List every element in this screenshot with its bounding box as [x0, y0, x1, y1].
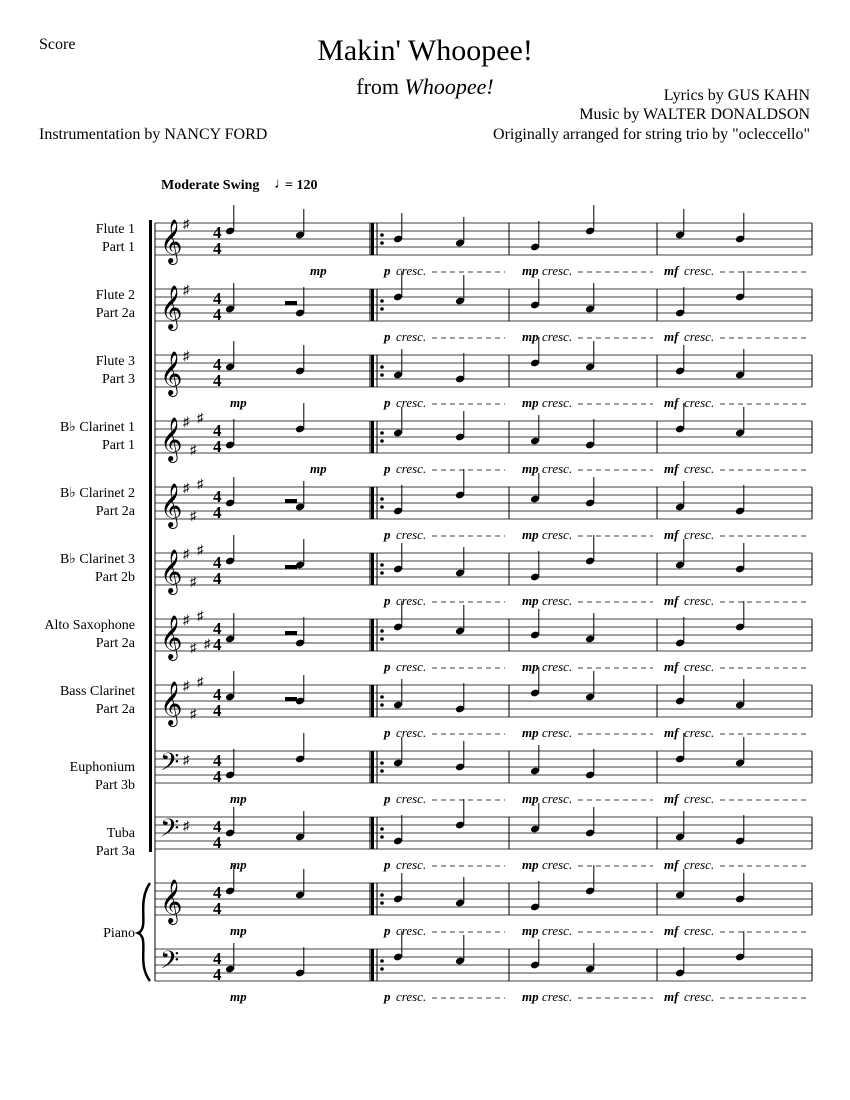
sharp-icon: ♯: [190, 706, 197, 721]
music-credit: Music by WALTER DONALDSON: [579, 106, 810, 123]
crescendo-text: cresc.: [542, 791, 573, 806]
dynamic-marking: mp: [522, 923, 539, 938]
sharp-icon: ♯: [197, 476, 204, 491]
dynamic-marking: p: [384, 395, 391, 410]
instrument-name-line1: Flute 2: [95, 288, 135, 303]
crescendo-text: cresc.: [396, 593, 427, 608]
time-signature-top: 4: [213, 883, 222, 902]
piano-brace: [138, 883, 150, 981]
sharp-icon: ♯: [183, 752, 190, 767]
sharp-icon: ♯: [183, 282, 190, 297]
subtitle-prefix: from: [356, 74, 405, 99]
treble-clef-icon: 𝄞: [160, 683, 183, 725]
sharp-icon: ♯: [197, 410, 204, 425]
time-signature-bottom: 4: [213, 239, 222, 258]
sharp-icon: ♯: [183, 678, 190, 693]
instrument-name-line2: Part 3a: [95, 844, 135, 859]
crescendo-text: cresc.: [396, 461, 427, 476]
dynamic-marking: mp: [522, 593, 539, 608]
crescendo-text: cresc.: [542, 527, 573, 542]
repeat-dot: [380, 307, 384, 311]
crescendo-text: cresc.: [542, 395, 573, 410]
dynamic-marking: mf: [664, 527, 679, 542]
repeat-dot: [380, 761, 384, 765]
dynamic-marking: mf: [664, 659, 679, 674]
crescendo-text: cresc.: [684, 263, 715, 278]
instrument-name-line2: Part 1: [101, 438, 135, 453]
dynamic-marking: p: [384, 593, 391, 608]
dynamic-marking: p: [384, 923, 391, 938]
crescendo-text: cresc.: [542, 461, 573, 476]
whole-rest: [285, 499, 297, 503]
dynamic-marking: mp: [230, 923, 247, 938]
repeat-dot: [380, 827, 384, 831]
repeat-thick-bar: [371, 619, 374, 651]
instrumentation-credit: Instrumentation by NANCY FORD: [39, 126, 268, 143]
repeat-dot: [380, 835, 384, 839]
repeat-dot: [380, 769, 384, 773]
repeat-thick-bar: [371, 289, 374, 321]
crescendo-text: cresc.: [684, 659, 715, 674]
repeat-thick-bar: [371, 685, 374, 717]
sharp-icon: ♯: [197, 608, 204, 623]
time-signature-bottom: 4: [213, 965, 222, 984]
dynamic-marking: mp: [522, 725, 539, 740]
arranger-credit: Originally arranged for string trio by "ocleccello": [493, 126, 810, 143]
dynamic-marking: mf: [664, 923, 679, 938]
repeat-dot: [380, 695, 384, 699]
repeat-thick-bar: [371, 553, 374, 585]
crescendo-text: cresc.: [684, 527, 715, 542]
treble-clef-icon: 𝄞: [160, 221, 183, 263]
crescendo-text: cresc.: [542, 923, 573, 938]
instrument-name-line2: Part 2a: [95, 306, 135, 321]
bass-clef-icon: 𝄢: [160, 749, 180, 782]
dynamic-marking: mf: [664, 395, 679, 410]
repeat-dot: [380, 703, 384, 707]
treble-clef-icon: 𝄞: [160, 353, 183, 395]
repeat-dot: [380, 893, 384, 897]
instrument-name-line1: B♭ Clarinet 1: [59, 420, 135, 435]
score-label: Score: [39, 36, 76, 53]
dynamic-marking: p: [384, 857, 391, 872]
dynamic-marking: p: [384, 725, 391, 740]
dynamic-marking: mf: [664, 725, 679, 740]
dynamic-marking: p: [384, 329, 391, 344]
dynamic-marking: mp: [522, 395, 539, 410]
crescendo-text: cresc.: [396, 857, 427, 872]
repeat-thick-bar: [371, 751, 374, 783]
time-signature-bottom: 4: [213, 503, 222, 522]
repeat-dot: [380, 373, 384, 377]
bass-clef-icon: 𝄢: [160, 947, 180, 980]
instrument-name-line1: Tuba: [106, 826, 135, 841]
time-signature-bottom: 4: [213, 569, 222, 588]
treble-clef-icon: 𝄞: [160, 551, 183, 593]
repeat-dot: [380, 629, 384, 633]
whole-rest: [285, 697, 297, 701]
repeat-thick-bar: [371, 487, 374, 519]
instrument-name-line2: Part 2a: [95, 636, 135, 651]
dynamic-marking: mp: [230, 989, 247, 1004]
instrument-name-line1: Flute 1: [95, 222, 135, 237]
dynamic-marking: mp: [522, 791, 539, 806]
treble-clef-icon: 𝄞: [160, 419, 183, 461]
repeat-dot: [380, 233, 384, 237]
dynamic-marking: mp: [230, 791, 247, 806]
instrument-name-line2: Part 2a: [95, 702, 135, 717]
dynamic-marking: p: [384, 791, 391, 806]
crescendo-text: cresc.: [684, 593, 715, 608]
sharp-icon: ♯: [183, 818, 190, 833]
time-signature-bottom: 4: [213, 767, 222, 786]
sharp-icon: ♯: [183, 414, 190, 429]
crescendo-text: cresc.: [684, 989, 715, 1004]
repeat-dot: [380, 497, 384, 501]
dynamic-marking: mf: [664, 461, 679, 476]
crescendo-text: cresc.: [542, 593, 573, 608]
treble-clef-icon: 𝄞: [160, 617, 183, 659]
crescendo-text: cresc.: [542, 857, 573, 872]
time-signature-top: 4: [213, 817, 222, 836]
instrument-name-line2: Part 2a: [95, 504, 135, 519]
time-signature-bottom: 4: [213, 635, 222, 654]
instrument-name-line1: Euphonium: [69, 760, 135, 775]
dynamic-marking: p: [384, 527, 391, 542]
dynamic-marking: mp: [522, 263, 539, 278]
crescendo-text: cresc.: [396, 923, 427, 938]
time-signature-top: 4: [213, 949, 222, 968]
time-signature-top: 4: [213, 223, 222, 242]
time-signature-top: 4: [213, 355, 222, 374]
time-signature-bottom: 4: [213, 833, 222, 852]
sharp-icon: ♯: [183, 612, 190, 627]
time-signature-bottom: 4: [213, 437, 222, 456]
sharp-icon: ♯: [183, 546, 190, 561]
time-signature-top: 4: [213, 421, 222, 440]
time-signature-bottom: 4: [213, 701, 222, 720]
system-bracket: [149, 220, 152, 852]
repeat-dot: [380, 431, 384, 435]
quarter-note-icon: ♩: [274, 176, 289, 192]
repeat-dot: [380, 505, 384, 509]
crescendo-text: cresc.: [396, 263, 427, 278]
dynamic-marking: mf: [664, 329, 679, 344]
crescendo-text: cresc.: [396, 395, 427, 410]
crescendo-text: cresc.: [396, 989, 427, 1004]
repeat-thick-bar: [371, 355, 374, 387]
dynamic-marking: mf: [664, 263, 679, 278]
dynamic-marking: mp: [310, 461, 327, 476]
crescendo-text: cresc.: [542, 989, 573, 1004]
sharp-icon: ♯: [190, 508, 197, 523]
instrument-name-line2: Part 1: [101, 240, 135, 255]
crescendo-text: cresc.: [542, 659, 573, 674]
dynamic-marking: mp: [522, 527, 539, 542]
repeat-dot: [380, 901, 384, 905]
dynamic-marking: mp: [230, 395, 247, 410]
repeat-thick-bar: [371, 421, 374, 453]
crescendo-text: cresc.: [684, 857, 715, 872]
instrument-name-line2: Part 2b: [94, 570, 135, 585]
time-signature-bottom: 4: [213, 305, 222, 324]
sharp-icon: ♯: [183, 348, 190, 363]
repeat-thick-bar: [371, 817, 374, 849]
instrument-name-line2: Part 3: [101, 372, 135, 387]
whole-rest: [285, 301, 297, 305]
sharp-icon: ♯: [204, 636, 211, 651]
dynamic-marking: mp: [522, 659, 539, 674]
crescendo-text: cresc.: [396, 527, 427, 542]
instrument-name-line1: Flute 3: [95, 354, 135, 369]
repeat-dot: [380, 241, 384, 245]
instrument-name-line1: Piano: [103, 926, 135, 941]
time-signature-top: 4: [213, 487, 222, 506]
treble-clef-icon: 𝄞: [160, 485, 183, 527]
dynamic-marking: mp: [230, 857, 247, 872]
dynamic-marking: mf: [664, 989, 679, 1004]
crescendo-text: cresc.: [542, 725, 573, 740]
crescendo-text: cresc.: [684, 461, 715, 476]
crescendo-text: cresc.: [684, 395, 715, 410]
time-signature-top: 4: [213, 619, 222, 638]
time-signature-top: 4: [213, 289, 222, 308]
instrument-name-line1: B♭ Clarinet 3: [59, 552, 135, 567]
crescendo-text: cresc.: [396, 791, 427, 806]
repeat-dot: [380, 571, 384, 575]
dynamic-marking: p: [384, 461, 391, 476]
dynamic-marking: mf: [664, 857, 679, 872]
dynamic-marking: mf: [664, 791, 679, 806]
time-signature-top: 4: [213, 685, 222, 704]
repeat-dot: [380, 637, 384, 641]
repeat-thick-bar: [371, 883, 374, 915]
repeat-dot: [380, 959, 384, 963]
repeat-dot: [380, 365, 384, 369]
dynamic-marking: mp: [522, 857, 539, 872]
repeat-thick-bar: [371, 223, 374, 255]
tempo-value: = 120: [285, 178, 318, 193]
sharp-icon: ♯: [197, 674, 204, 689]
crescendo-text: cresc.: [542, 263, 573, 278]
crescendo-text: cresc.: [684, 923, 715, 938]
sharp-icon: ♯: [190, 574, 197, 589]
dynamic-marking: p: [384, 989, 391, 1004]
repeat-dot: [380, 439, 384, 443]
crescendo-text: cresc.: [684, 725, 715, 740]
dynamic-marking: p: [384, 263, 391, 278]
bass-clef-icon: 𝄢: [160, 815, 180, 848]
instrument-name-line1: Alto Saxophone: [44, 618, 135, 633]
crescendo-text: cresc.: [396, 329, 427, 344]
crescendo-text: cresc.: [396, 725, 427, 740]
dynamic-marking: mp: [522, 461, 539, 476]
dynamic-marking: mf: [664, 593, 679, 608]
dynamic-marking: mp: [310, 263, 327, 278]
sharp-icon: ♯: [197, 542, 204, 557]
dynamic-marking: p: [384, 659, 391, 674]
crescendo-text: cresc.: [684, 791, 715, 806]
treble-clef-icon: 𝄞: [160, 287, 183, 329]
repeat-dot: [380, 967, 384, 971]
treble-clef-icon: 𝄞: [160, 881, 183, 923]
instrument-name-line1: Bass Clarinet: [59, 684, 135, 699]
repeat-thick-bar: [371, 949, 374, 981]
time-signature-top: 4: [213, 751, 222, 770]
instrument-name-line1: B♭ Clarinet 2: [59, 486, 135, 501]
time-signature-bottom: 4: [213, 899, 222, 918]
sharp-icon: ♯: [183, 480, 190, 495]
subtitle-show-name: Whoopee!: [404, 74, 494, 99]
whole-rest: [285, 565, 297, 569]
whole-rest: [285, 631, 297, 635]
instrument-name-line2: Part 3b: [94, 778, 135, 793]
dynamic-marking: mp: [522, 989, 539, 1004]
time-signature-bottom: 4: [213, 371, 222, 390]
crescendo-text: cresc.: [542, 329, 573, 344]
tempo-marking: Moderate Swing: [161, 178, 260, 193]
time-signature-top: 4: [213, 553, 222, 572]
crescendo-text: cresc.: [396, 659, 427, 674]
dynamic-marking: mp: [522, 329, 539, 344]
sharp-icon: ♯: [190, 640, 197, 655]
repeat-dot: [380, 563, 384, 567]
page-title: Makin' Whoopee!: [317, 34, 533, 67]
lyrics-credit: Lyrics by GUS KAHN: [663, 87, 810, 104]
repeat-dot: [380, 299, 384, 303]
sharp-icon: ♯: [183, 216, 190, 231]
sharp-icon: ♯: [190, 442, 197, 457]
crescendo-text: cresc.: [684, 329, 715, 344]
